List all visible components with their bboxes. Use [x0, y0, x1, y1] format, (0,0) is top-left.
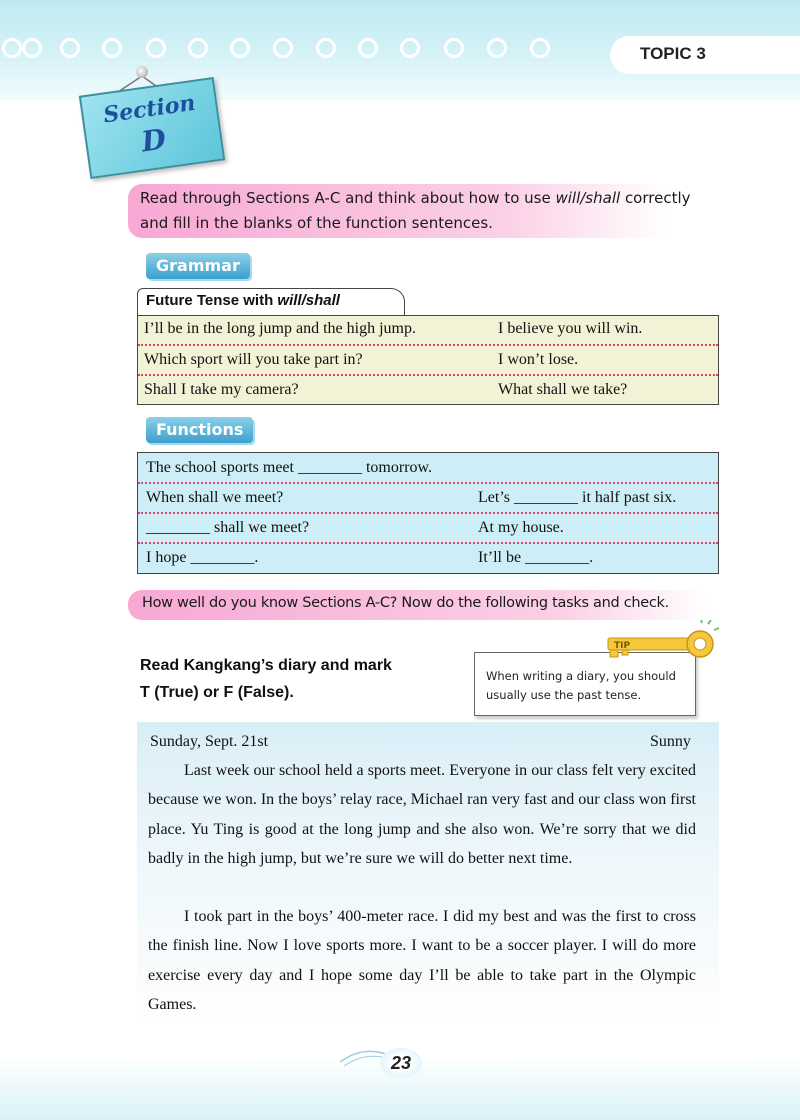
circle-icon	[273, 38, 293, 58]
tab-title-part: Future Tense with	[146, 292, 278, 309]
table-cell: What shall we take?	[498, 381, 628, 398]
diary-para1-text: Last week our school held a sports meet. Everyone in our class felt very excited because we won. In the boys’ relay race, Michael ran very fast and our class won first place. Yu Ting is good at the long jump and she also won. We’re sorry that we did badly in the high jump, but we’re sure we will do better next time.	[148, 762, 696, 868]
section-word: Section	[101, 89, 197, 129]
circle-icon	[530, 38, 550, 58]
decorative-circles	[0, 38, 560, 62]
grammar-tag: Grammar	[146, 253, 250, 279]
instruction-line2: and fill in the blanks of the function sentences.	[140, 214, 493, 232]
check-prompt: How well do you know Sections A-C? Now do the following tasks and check.	[142, 595, 669, 611]
section-badge	[79, 77, 225, 179]
grammar-table	[137, 315, 719, 405]
functions-tag: Functions	[146, 417, 253, 443]
diary-paragraph-1	[148, 756, 696, 874]
table-cell: I believe you will win.	[498, 320, 643, 337]
circle-icon	[230, 38, 250, 58]
pin-icon	[136, 66, 148, 78]
circle-icon	[22, 38, 42, 58]
page-number: 23	[380, 1048, 422, 1078]
table-cell: Shall I take my camera?	[144, 381, 299, 398]
table-cell: At my house.	[478, 519, 564, 536]
tip-key-label: TIP	[614, 641, 631, 651]
table-cell: I’ll be in the long jump and the high jump.	[144, 320, 416, 337]
diary-weather: Sunny	[650, 733, 691, 750]
functions-table	[137, 452, 719, 574]
tip-text: When writing a diary, you should usually use the past tense.	[486, 669, 676, 702]
tab-title-emphasis: will/shall	[277, 292, 340, 309]
circle-icon	[444, 38, 464, 58]
circle-icon	[188, 38, 208, 58]
section-letter: D	[139, 122, 169, 159]
task-line1: Read Kangkang’s diary and mark	[140, 657, 392, 674]
circle-icon	[2, 38, 22, 58]
instruction-part: correctly	[620, 189, 691, 207]
table-row	[138, 544, 718, 572]
instruction-text	[140, 186, 740, 236]
circle-icon	[146, 38, 166, 58]
key-icon	[600, 620, 720, 670]
topic-label: TOPIC 3	[640, 44, 706, 63]
circle-icon	[102, 38, 122, 58]
table-cell: Let’s ________ it half past six.	[478, 489, 677, 506]
table-row	[138, 484, 718, 514]
circle-icon	[316, 38, 336, 58]
table-cell: I won’t lose.	[498, 351, 579, 368]
instruction-part: Read through Sections A-C and think about how to use	[140, 189, 556, 207]
instruction-emphasis: will/shall	[555, 189, 621, 207]
table-cell: It’ll be ________.	[478, 549, 594, 566]
table-cell: The school sports meet ________ tomorrow.	[146, 459, 433, 476]
table-row	[138, 514, 718, 544]
table-cell: When shall we meet?	[146, 489, 284, 506]
table-row	[138, 376, 718, 404]
task-title	[140, 652, 460, 706]
table-cell: I hope ________.	[146, 549, 259, 566]
circle-icon	[60, 38, 80, 58]
table-cell: Which sport will you take part in?	[144, 351, 363, 368]
diary-paragraph-2	[148, 902, 696, 1020]
diary-para2-text: I took part in the boys’ 400-meter race. I did my best and was the first to cross the finish line. Now I love sports more. I want to be a soccer player. I will do more exercise every day and I hope some day I’ll be able to take part in the Olympic Games.	[148, 908, 696, 1014]
table-row	[138, 346, 718, 376]
table-cell: ________ shall we meet?	[146, 519, 310, 536]
diary-date: Sunday, Sept. 21st	[150, 733, 269, 750]
table-row	[138, 453, 718, 484]
grammar-tab-title	[146, 292, 340, 309]
table-row	[138, 316, 718, 346]
circle-icon	[400, 38, 420, 58]
circle-icon	[358, 38, 378, 58]
circle-icon	[487, 38, 507, 58]
task-line2: T (True) or F (False).	[140, 684, 294, 701]
